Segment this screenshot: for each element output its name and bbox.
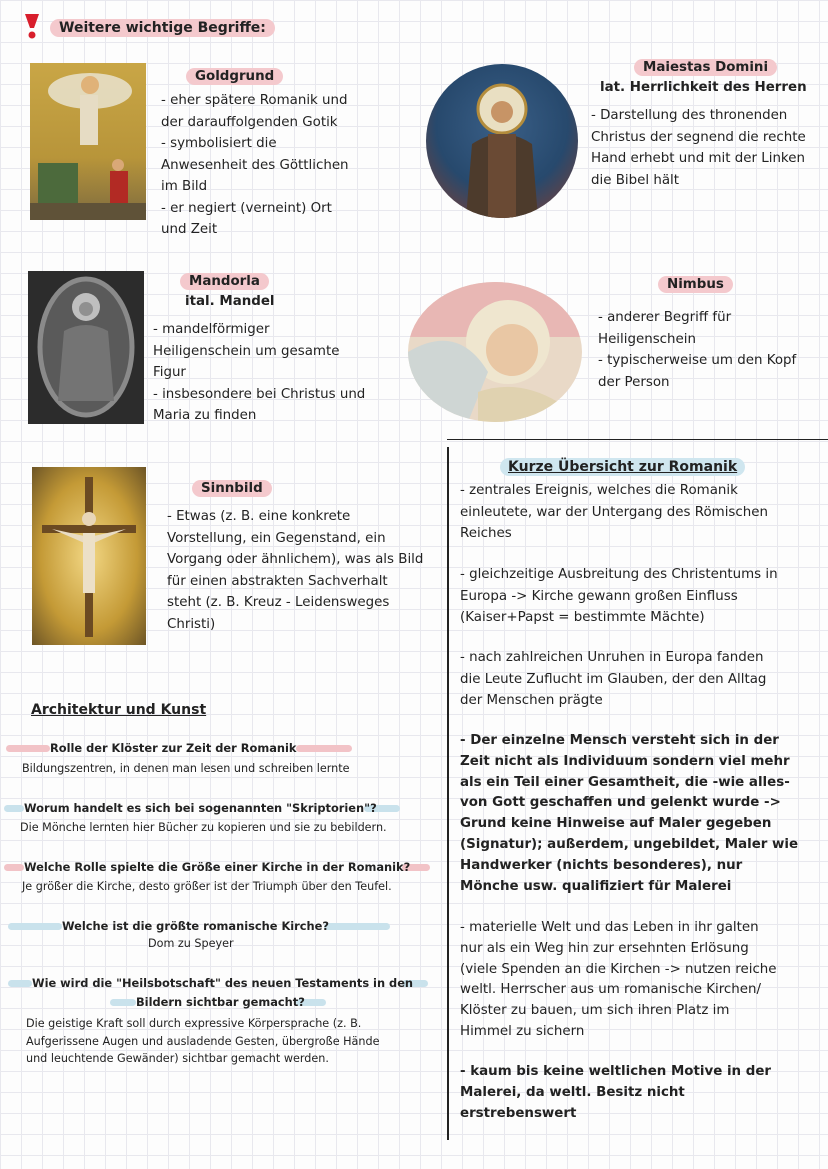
q2-bar-left (4, 805, 24, 812)
overview-paragraph-5: - materielle Welt und das Leben in ihr galten nur als ein Weg hin zur ersehnten Erlösung (viele Spenden an die Kirchen -> nutzen reiche weltl. Herrscher aus um romanische Kirchen/ Klöster zu bauen, um sich ihren Platz im Himmel zu sichern (460, 920, 777, 1039)
overview-paragraph-1: - zentrales Ereignis, welches die Romanik einleutete, war der Untergang des Römischen Reiches (460, 483, 768, 541)
q5-question-line1: Wie wird die "Heilsbotschaft" des neuen Testaments in den (32, 976, 414, 990)
q4-answer: Dom zu Speyer (148, 937, 234, 950)
overview-paragraph-4: - Der einzelne Mensch versteht sich in der Zeit nicht als Individuum sondern viel mehr als ein Teil einer Gesamtheit, die -wie alles- von Gott geschaffen und gelenkt wurde -> Grund keine Hinweise auf Maler gegeben (Signatur); außerdem, ungebildet, Maler wie Handwerker (nichts besonderes), nur Mönche usw. qualifiziert für Malerei (460, 733, 799, 894)
maiestas-subtitle: lat. Herrlichkeit des Herren (600, 80, 807, 95)
overview-paragraph-2: - gleichzeitige Ausbreitung des Christentums in Europa -> Kirche gewann großen Einfluss (Kaiser+Papst = bestimmte Mächte) (460, 567, 778, 625)
q4-bar-left (8, 923, 62, 930)
q2-answer: Die Mönche lernten hier Bücher zu kopieren und sie zu bebildern. (20, 821, 387, 834)
mandorla-text: - mandelförmiger Heiligenschein um gesamte Figur - insbesondere bei Christus und Maria zu finden (153, 322, 366, 423)
goldgrund-text: - eher spätere Romanik und der darauffolgenden Gotik - symbolisiert die Anwesenheit des Göttlichen im Bild - er negiert (verneint) Ort und Zeit (161, 93, 349, 237)
q5-question-line2: Bildern sichtbar gemacht? (136, 995, 305, 1009)
q5b-bar-left (110, 999, 136, 1006)
q5-bar-left (8, 980, 32, 987)
nimbus-title: Nimbus (658, 273, 733, 293)
sinnbild-title: Sinnbild (192, 477, 272, 497)
q1-bar-left (6, 745, 50, 752)
exclamation-icon (22, 12, 42, 40)
goldgrund-image (30, 63, 146, 220)
q1-bar-right (296, 745, 352, 752)
q5-answer: Die geistige Kraft soll durch expressive Körpersprache (z. B. Aufgerissene Augen und ausladende Gesten, übergroße Hände und leuchtende Gewänder) sichtbar gemacht werden. (26, 1017, 380, 1065)
overview-left-rule (447, 447, 449, 1140)
page-title: Weitere wichtige Begriffe: (50, 17, 275, 37)
maiestas-text: - Darstellung des thronenden Christus der segnend die rechte Hand erhebt und mit der Linken die Bibel hält (591, 108, 806, 188)
q3-bar-left (4, 864, 24, 871)
maiestas-image (426, 64, 578, 218)
mandorla-image (28, 271, 144, 424)
q3-question: Welche Rolle spielte die Größe einer Kirche in der Romanik? (24, 860, 411, 874)
sinnbild-image (32, 467, 146, 645)
mandorla-subtitle: ital. Mandel (185, 294, 275, 309)
nimbus-image (408, 282, 582, 422)
overview-title: Kurze Übersicht zur Romanik (500, 456, 745, 476)
q2-question: Worum handelt es sich bei sogenannten "Skriptorien"? (24, 801, 377, 815)
overview-paragraph-6: - kaum bis keine weltlichen Motive in der Malerei, da weltl. Besitz nicht erstrebenswert (460, 1064, 772, 1121)
maiestas-title: Maiestas Domini (634, 56, 777, 76)
q1-question: Rolle der Klöster zur Zeit der Romanik (50, 741, 297, 755)
goldgrund-title: Goldgrund (186, 65, 283, 85)
overview-paragraph-3: - nach zahlreichen Unruhen in Europa fanden die Leute Zuflucht im Glauben, der den Alltag der Menschen prägte (460, 650, 767, 708)
architektur-title: Architektur und Kunst (31, 702, 207, 718)
overview-top-rule (447, 439, 828, 440)
q4-bar-right (324, 923, 390, 930)
nimbus-text: - anderer Begriff für Heiligenschein - typischerweise um den Kopf der Person (598, 310, 797, 390)
q3-answer: Je größer die Kirche, desto größer ist der Triumph über den Teufel. (22, 880, 392, 893)
mandorla-title: Mandorla (180, 270, 269, 290)
q1-answer: Bildungszentren, in denen man lesen und schreiben lernte (22, 762, 350, 775)
q4-question: Welche ist die größte romanische Kirche? (62, 919, 329, 933)
sinnbild-text: - Etwas (z. B. eine konkrete Vorstellung, ein Gegenstand, ein Vorgang oder ähnlichem), was als Bild für einen abstrakten Sachverhalt steht (z. B. Kreuz - Leidensweges Christi) (167, 509, 424, 632)
